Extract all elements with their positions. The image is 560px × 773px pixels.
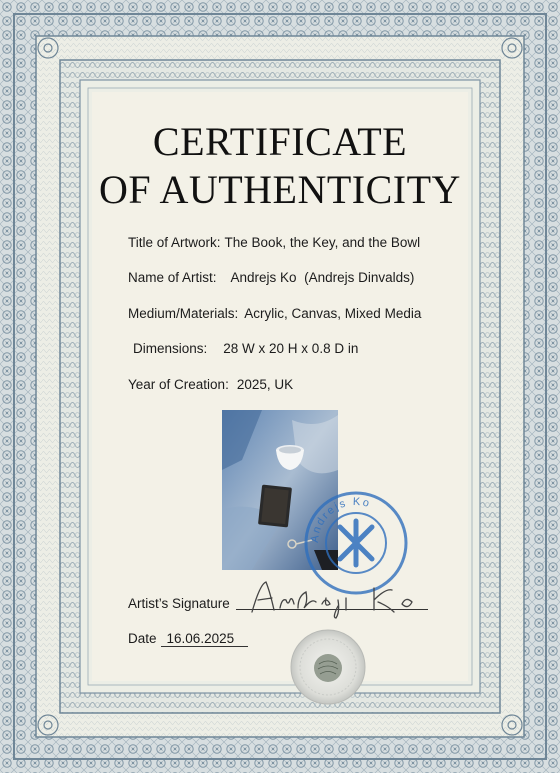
embossed-seal — [289, 628, 367, 706]
date-label: Date — [128, 631, 157, 646]
certificate-title-line1: CERTIFICATE — [152, 119, 408, 164]
field-year-of-creation — [128, 377, 293, 392]
field-title-of-artwork — [128, 235, 420, 250]
stamp-ring-text: Andrejs Ko — [308, 495, 373, 544]
field-value: The Book, the Key, and the Bowl — [224, 235, 421, 250]
field-value: Acrylic, Canvas, Mixed Media — [244, 306, 422, 321]
field-medium-materials — [128, 306, 421, 321]
field-label: Name of Artist: — [128, 270, 217, 285]
date-row — [128, 631, 248, 647]
field-label: Title of Artwork: — [128, 235, 221, 250]
field-name-of-artist — [128, 270, 414, 285]
field-label: Year of Creation: — [128, 377, 229, 392]
certificate-title-line2: OF AUTHENTICITY — [99, 167, 461, 212]
signature-label: Artist’s Signature — [128, 596, 230, 611]
field-label: Dimensions: — [133, 341, 208, 356]
field-dimensions — [133, 341, 358, 356]
date-value: 16.06.2025 — [161, 631, 249, 647]
field-value: Andrejs Ko (Andrejs Dinvalds) — [230, 270, 415, 285]
artist-signature — [246, 578, 426, 620]
field-value: 28 W x 20 H x 0.8 D in — [223, 341, 359, 356]
field-label: Medium/Materials: — [128, 306, 239, 321]
field-value: 2025, UK — [236, 377, 294, 392]
